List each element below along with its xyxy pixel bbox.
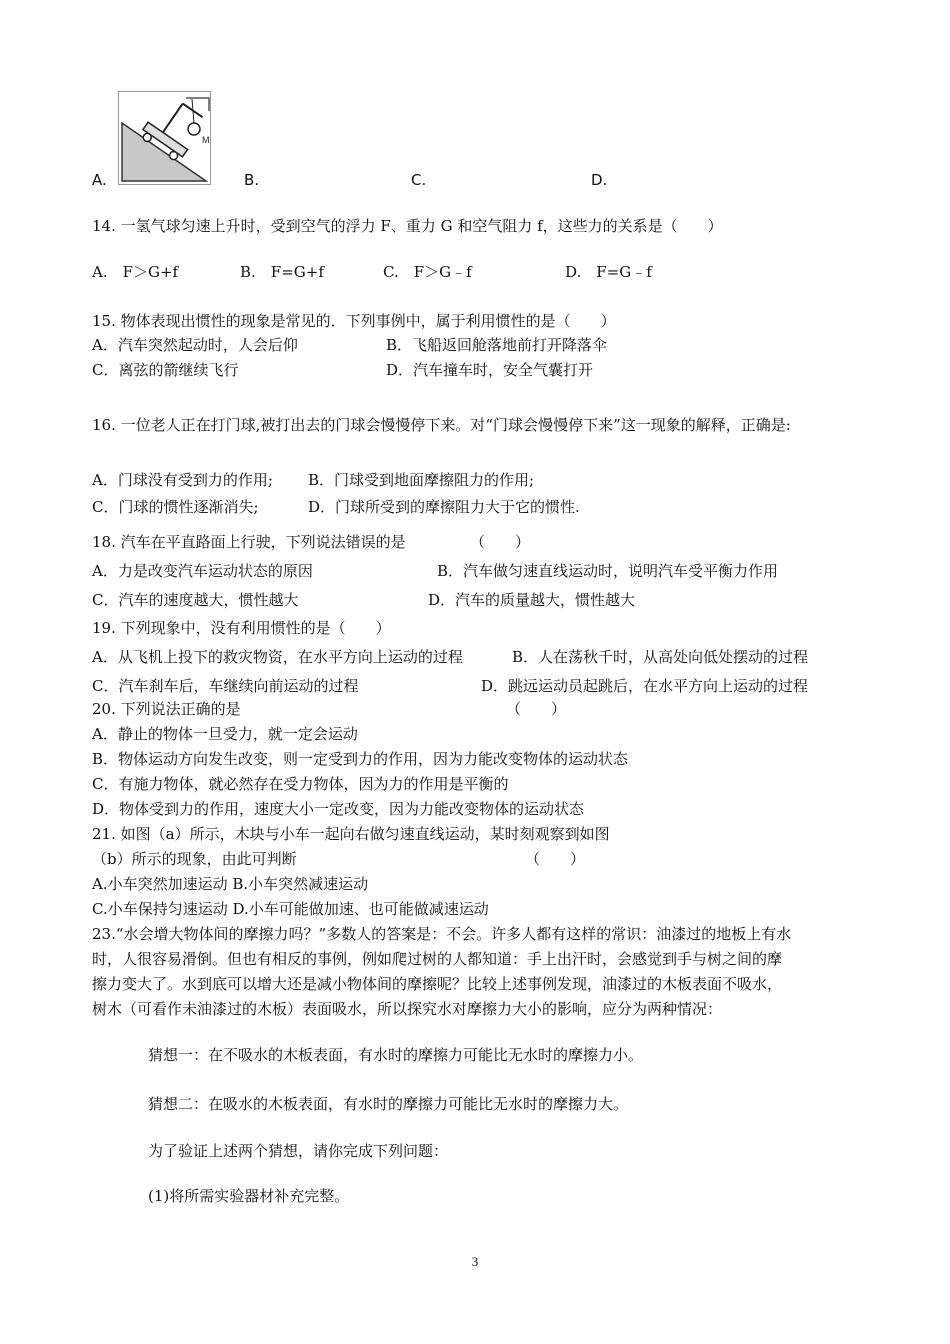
q21-options-ab: A.小车突然加速运动 B.小车突然减速运动 bbox=[92, 875, 369, 893]
q14-option-b: B. F=G+f bbox=[240, 263, 324, 281]
q13-option-a: A. bbox=[92, 171, 107, 189]
q23-guess-two: 猜想二：在吸水的木板表面，有水时的摩擦力可能比无水时的摩擦力大。 bbox=[148, 1095, 629, 1113]
q18-stem: 18. 汽车在平直路面上行驶，下列说法错误的是 bbox=[92, 533, 406, 551]
q20-answer-paren: （ ） bbox=[506, 700, 567, 718]
q20-option-d: D．物体受到力的作用，速度大小一定改变，因为力能改变物体的运动状态 bbox=[92, 800, 585, 818]
q20-option-c: C．有施力物体，就必然存在受力物体，因为力的作用是平衡的 bbox=[92, 775, 509, 793]
q13-option-c: C. bbox=[411, 171, 427, 189]
q18-answer-paren: （ ） bbox=[470, 533, 531, 551]
q20-option-a: A．静止的物体一旦受力，就一定会运动 bbox=[92, 725, 358, 743]
q23-guess-one: 猜想一：在不吸水的木板表面，有水时的摩擦力可能比无水时的摩擦力小。 bbox=[148, 1046, 644, 1064]
q18-option-c: C．汽车的速度越大，惯性越大 bbox=[92, 591, 299, 609]
q18-option-d: D．汽车的质量越大，惯性越大 bbox=[428, 591, 636, 609]
q23-paragraph-line2: 时，人很容易滑倒。但也有相反的事例，例如爬过树的人都知道：手上出汗时，会感觉到手与树之间的摩 bbox=[92, 950, 783, 968]
incline-pendulum-figure bbox=[118, 91, 211, 185]
q18-option-a: A．力是改变汽车运动状态的原因 bbox=[92, 562, 313, 580]
q16-option-d: D．门球所受到的摩擦阻力大于它的惯性. bbox=[308, 498, 580, 516]
figure-mass-label: M bbox=[202, 135, 210, 145]
q20-stem: 20. 下列说法正确的是 bbox=[92, 700, 241, 718]
q15-stem: 15. 物体表现出惯性的现象是常见的．下列事例中，属于利用惯性的是（ ） bbox=[92, 312, 616, 330]
q21-answer-paren: （ ） bbox=[525, 850, 586, 868]
q15-option-c: C．离弦的箭继续飞行 bbox=[92, 361, 239, 379]
q13-option-d: D. bbox=[591, 171, 608, 189]
q14-option-a: A. F＞G+f bbox=[92, 263, 179, 281]
q19-option-c: C．汽车刹车后，车继续向前运动的过程 bbox=[92, 677, 359, 695]
q16-option-b: B．门球受到地面摩擦阻力的作用; bbox=[308, 471, 535, 489]
q14-stem: 14. 一氢气球匀速上升时，受到空气的浮力 F、重力 G 和空气阻力 f，这些力的关系是（ ） bbox=[92, 217, 723, 235]
q15-option-d: D．汽车撞车时，安全气囊打开 bbox=[386, 361, 594, 379]
q21-options-cd: C.小车保持匀速运动 D.小车可能做加速、也可能做减速运动 bbox=[92, 900, 489, 918]
q21-stem-line2: （b）所示的现象，由此可判断 bbox=[92, 850, 297, 868]
q23-paragraph-line1: 23.“水会增大物体间的摩擦力吗？”多数人的答案是：不会。许多人都有这样的常识：油漆过的地板上有水 bbox=[92, 925, 792, 943]
q23-paragraph-line3: 擦力变大了。水到底可以增大还是减小物体间的摩擦呢？比较上述事例发现，油漆过的木板表面不吸水， bbox=[92, 975, 783, 993]
q19-option-b: B．人在荡秋千时，从高处向低处摆动的过程 bbox=[512, 648, 809, 666]
q16-option-a: A．门球没有受到力的作用; bbox=[92, 471, 273, 489]
q16-option-c: C．门球的惯性逐渐消失; bbox=[92, 498, 259, 516]
q14-option-c: C. F＞G﹣f bbox=[383, 263, 472, 281]
q15-option-a: A．汽车突然起动时，人会后仰 bbox=[92, 336, 298, 354]
q21-stem-line1: 21. 如图（a）所示，木块与小车一起向右做匀速直线运动，某时刻观察到如图 bbox=[92, 825, 610, 843]
page-number: 3 bbox=[471, 1254, 479, 1269]
q15-option-b: B．飞船返回舱落地前打开降落伞 bbox=[386, 336, 608, 354]
q19-option-a: A．从飞机上投下的救灾物资，在水平方向上运动的过程 bbox=[92, 648, 463, 666]
q14-option-d: D. F=G﹣f bbox=[565, 263, 652, 281]
q19-option-d: D．跳远运动员起跳后，在水平方向上运动的过程 bbox=[481, 677, 809, 695]
q23-item-1: (1)将所需实验器材补充完整。 bbox=[148, 1187, 350, 1205]
q23-verify-prompt: 为了验证上述两个猜想，请你完成下列问题： bbox=[148, 1142, 449, 1160]
q20-option-b: B．物体运动方向发生改变，则一定受到力的作用，因为力能改变物体的运动状态 bbox=[92, 750, 629, 768]
q23-paragraph-line4: 树木（可看作未油漆过的木板）表面吸水，所以探究水对摩擦力大小的影响，应分为两种情况： bbox=[92, 1000, 723, 1018]
q16-stem: 16. 一位老人正在打门球,被打出去的门球会慢慢停下来。对“门球会慢慢停下来”这一现象的解释，正确是: bbox=[92, 416, 791, 434]
q19-stem: 19. 下列现象中，没有利用惯性的是（ ） bbox=[92, 619, 391, 637]
q18-option-b: B．汽车做匀速直线运动时，说明汽车受平衡力作用 bbox=[437, 562, 779, 580]
q13-option-b: B. bbox=[244, 171, 260, 189]
